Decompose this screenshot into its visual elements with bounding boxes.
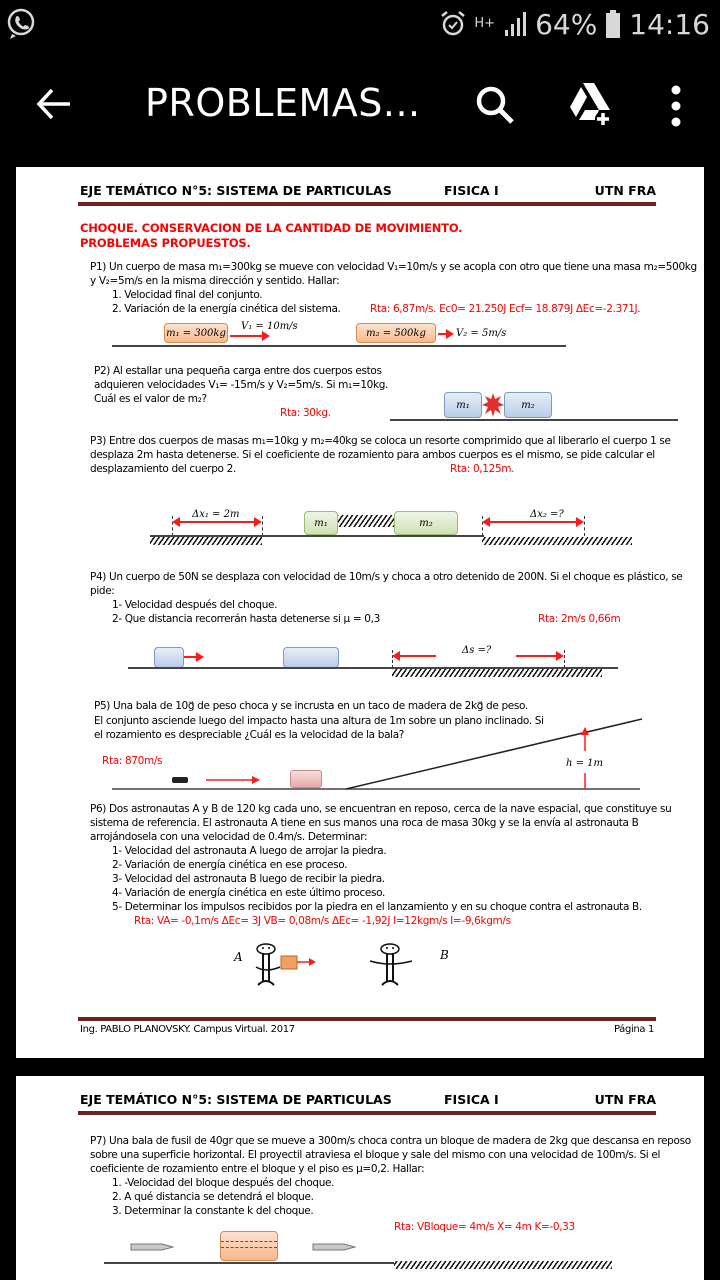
p7-text-line2: sobre una superficie horizontal. El proyectil atraviesa el bloque y sale del mismo con una velocidad de 100m/s. Si el [90,1149,661,1161]
section-title: CHOQUE. CONSERVACION DE LA CANTIDAD DE MOVIMIENTO. [80,221,463,235]
p2-text-line2: adquieren velocidades V₁= -15m/s y V₂=5m/s. Si m₁=10kg. [94,379,389,391]
p1-v2-label: V₂ = 5m/s [456,328,507,339]
p4-ds-label: Δs =? [462,645,492,656]
p1-item-1: 1. Velocidad final del conjunto. [112,289,263,301]
p2-mass1-block: m₁ [444,392,482,418]
network-type: H+ [474,16,496,31]
header-subject: FISICA I [444,1092,499,1107]
p2-text-line1: P2) Al estallar una pequeña carga entre dos cuerpos estos [94,365,382,377]
p5-wood-block [290,770,322,788]
p3-ground [150,535,484,537]
back-arrow-icon[interactable] [34,84,74,124]
p1-text-line2: y V₂=5m/s en la misma dirección y sentido. Hallar: [90,275,340,287]
p6-item-2: 2- Variación de energía cinética en ese proceso. [112,859,348,871]
header-institution: UTN FRA [594,1092,656,1107]
p3-dx2-arrow [484,521,582,523]
p3-mass2-block: m₂ [394,511,458,535]
document-title: PROBLEMAS... [145,81,421,125]
p2-text-line3: Cuál es el valor de m₂? [94,393,207,405]
astronaut-b-icon [368,943,418,987]
search-icon[interactable] [474,84,516,126]
p4-block-moving [154,647,184,668]
p6-item-5: 5- Determinar los impulsos recibidos por la piedra en el lanzamiento y en su choque contra el astronauta B. [112,901,642,913]
whatsapp-icon [6,6,36,40]
p1-item-2: 2. Variación de la energía cinética del sistema. [112,303,341,315]
p7-answer: Rta: VBloque= 4m/s X= 4m K=-0,33 [394,1221,575,1233]
p6-text-line2: sistema de referencia. El astronauta A tiene en sus manos una roca de masa 30kg y se la envía al astronauta B [90,817,639,829]
alarm-icon [440,10,466,38]
p6-label-b: B [440,948,449,962]
p5-answer: Rta: 870m/s [102,755,163,767]
p3-answer: Rta: 0,125m. [450,463,515,475]
header-subject: FISICA I [444,183,499,198]
bullet-after-icon [312,1242,356,1252]
p2-mass2-block: m₂ [504,392,552,418]
p1-v1-arrow [230,335,268,337]
p3-dash-right1 [262,516,263,536]
p3-text-line1: P3) Entre dos cuerpos de masas m₁=10kg y m₂=40kg se coloca un resorte comprimido que al liberarlo el cuerpo 1 se [90,435,671,447]
p3-rough-surface-left [150,537,262,545]
p3-dash-right2 [584,516,585,536]
p3-mass1-block: m₁ [304,511,338,535]
p2-answer: Rta: 30kg. [280,407,331,419]
p2-ground [390,419,678,421]
pdf-page-1[interactable] [16,167,704,1058]
add-to-drive-icon[interactable] [566,80,614,128]
p1-mass2-block: m₂ = 500kg [356,323,436,343]
p4-ds-arrow-right [516,655,562,657]
pdf-page-2[interactable] [16,1076,704,1280]
p7-text-line1: P7) Una bala de fusil de 40gr que se mueve a 300m/s choca contra un bloque de madera de 2kg que descansa en reposo [90,1135,691,1147]
p6-label-a: A [234,950,243,964]
status-bar [0,0,720,48]
p1-v2-arrow [438,333,452,335]
p3-dx1-arrow [174,521,260,523]
battery-percent: 64% [535,7,598,41]
p4-text-line2: pide: [90,585,115,597]
p5-text-line1: P5) Una bala de 10g⃗ de peso choca y se incrusta en un taco de madera de 2kg⃗ de peso. [94,700,528,712]
p4-block-rest [283,647,339,668]
p1-ground [112,345,566,347]
p4-velocity-arrow [184,656,202,658]
p4-item-2: 2- Que distancia recorrerán hasta detenerse si μ = 0,3 [112,613,380,625]
p4-dash-right [564,650,565,668]
p5-text-line3: el rozamiento es despreciable ¿Cuál es la velocidad de la bala? [94,729,405,741]
p5-text-line2: El conjunto asciende luego del impacto hasta una altura de 1m sobre un plano inclinado. Si [94,715,544,727]
p7-rough-surface [394,1261,612,1269]
page-header [80,183,656,203]
p1-answer: Rta: 6,87m/s. Ec0= 21.250J Ecf= 18.879J ΔEc=-2.371J. [370,303,641,315]
p4-answer: Rta: 2m/s 0,66m [538,613,621,625]
clock: 14:16 [629,7,710,41]
p5-height-label: h = 1m [566,758,604,769]
footer-rule [78,1017,656,1021]
app-bar [0,48,720,160]
p6-text-line1: P6) Dos astronautas A y B de 120 kg cada uno, se encuentran en reposo, cerca de la nave espacial, que constituye su [90,803,672,815]
p1-mass1-block: m₁ = 300kg [164,323,228,343]
signal-icon [503,10,527,38]
header-rule [78,202,656,206]
p6-answer: Rta: VA= -0,1m/s ΔEc= 3J VB= 0,08m/s ΔEc= -1,92J I=12kgm/s I=-9,6kgm/s [134,915,511,927]
p7-item-3: 3. Determinar la constante k del choque. [112,1205,314,1217]
p3-dx2-label: Δx₂ =? [530,509,564,520]
p4-ds-arrow-left [394,655,436,657]
page-header [80,1092,656,1112]
p1-v1-label: V₁ = 10m/s [241,321,298,332]
bullet-before-icon [130,1242,174,1252]
p6-item-3: 3- Velocidad del astronauta B luego de recibir la piedra. [112,873,385,885]
p3-dx1-label: Δx₁ = 2m [192,509,240,520]
header-institution: UTN FRA [594,183,656,198]
p7-item-2: 2. A qué distancia se detendrá el bloque. [112,1191,314,1203]
p6-text-line3: arrojándosela con una velocidad de 0.4m/s. Determinar: [90,831,368,843]
p3-rough-surface-right [482,537,632,545]
p7-wood-block [220,1231,278,1261]
header-topic: EJE TEMÁTICO N°5: SISTEMA DE PARTICULAS [80,183,392,198]
p6-item-4: 4- Variación de energía cinética en este último proceso. [112,887,386,899]
p3-spring [338,515,394,527]
header-rule [78,1111,656,1115]
battery-icon [605,9,621,39]
p6-item-1: 1- Velocidad del astronauta A luego de arrojar la piedra. [112,845,387,857]
p1-text-line1: P1) Un cuerpo de masa m₁=300kg se mueve con velocidad V₁=10m/s y se acopla con otro que tiene una masa m₂=500kg [90,261,697,273]
p3-text-line2: desplaza 2m hasta detenerse. Si el coeficiente de rozamiento para ambos cuerpos es el mismo, se pide calcular el [90,449,655,461]
header-topic: EJE TEMÁTICO N°5: SISTEMA DE PARTICULAS [80,1092,392,1107]
p4-text-line1: P4) Un cuerpo de 50N se desplaza con velocidad de 10m/s y choca a otro detenido de 200N. Si el choque es plástico, se [90,571,683,583]
p5-incline-diagram [112,707,672,792]
more-vert-icon[interactable] [664,84,688,128]
astronaut-a-icon [254,943,318,987]
p4-rough-surface [392,669,602,677]
footer-page-number: Página 1 [613,1024,654,1035]
p7-ground [104,1262,394,1264]
footer-author: Ing. PABLO PLANOVSKY. Campus Virtual. 2017 [80,1024,295,1035]
p4-item-1: 1- Velocidad después del choque. [112,599,278,611]
p3-text-line3: desplazamiento del cuerpo 2. [90,463,236,475]
p7-text-line3: coeficiente de rozamiento entre el bloque y el piso es μ=0,2. Hallar: [90,1163,425,1175]
section-subtitle: PROBLEMAS PROPUESTOS. [80,236,251,250]
p7-item-1: 1. -Velocidad del bloque después del choque. [112,1177,335,1189]
explosion-icon [482,393,504,417]
